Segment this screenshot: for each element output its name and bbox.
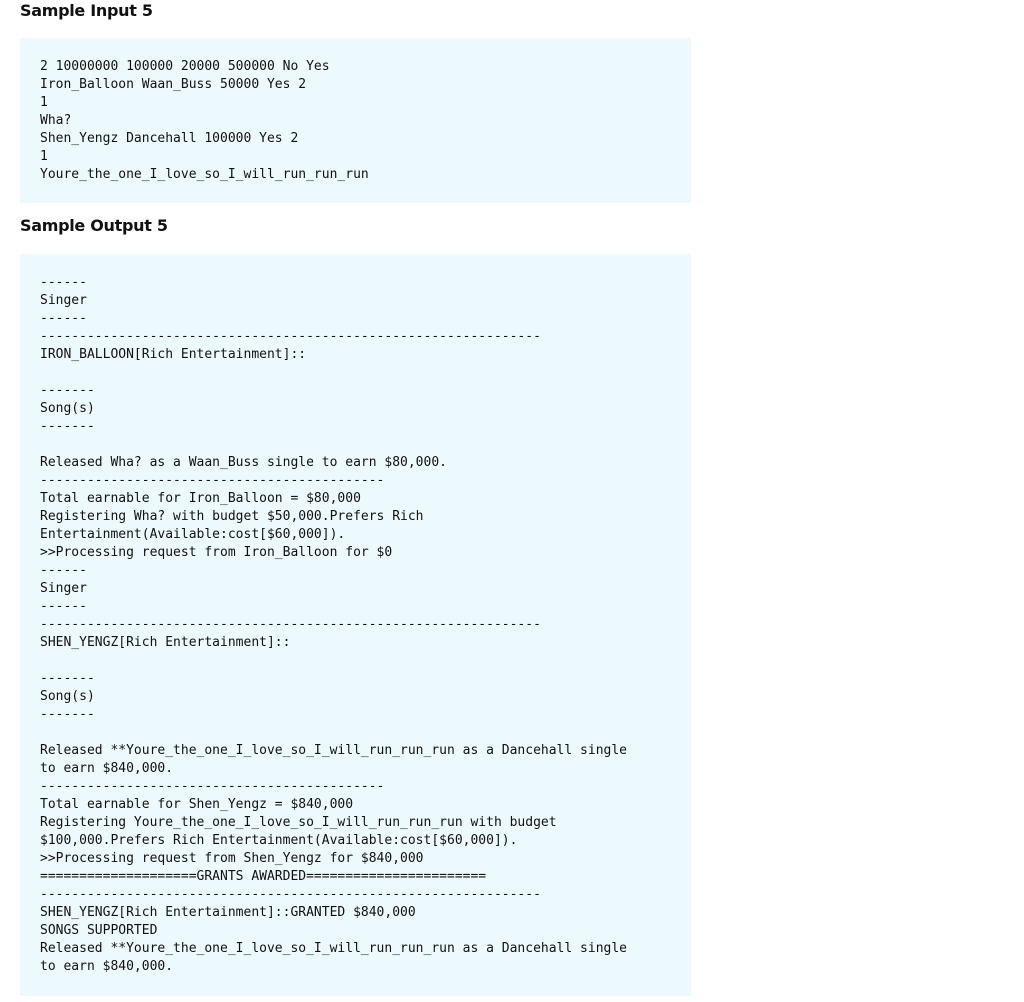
code-line: Wha?: [40, 113, 72, 128]
code-line: IRON_BALLOON[Rich Entertainment]::: [40, 347, 307, 362]
code-line: Singer: [40, 581, 87, 596]
code-line: Youre_the_one_I_love_so_I_will_run_run_run: [40, 167, 369, 182]
code-line: --------------------------------------------: [40, 779, 385, 794]
code-line: Entertainment(Available:cost[$60,000]).: [40, 527, 346, 542]
sample-input-code-block: [20, 38, 691, 203]
code-line: to earn $840,000.: [40, 959, 174, 974]
code-line: ----------------------------------------------------------------: [40, 887, 541, 902]
code-line: ----------------------------------------------------------------: [40, 617, 541, 632]
code-line: -------: [40, 383, 95, 398]
code-line: SHEN_YENGZ[Rich Entertainment]::: [40, 635, 291, 650]
code-line: Singer: [40, 293, 87, 308]
code-line: ====================GRANTS AWARDED=======================: [40, 869, 487, 884]
code-line: Released **Youre_the_one_I_love_so_I_will_run_run_run as a Dancehall single: [40, 941, 627, 956]
code-line: Total earnable for Iron_Balloon = $80,000: [40, 491, 361, 506]
code-line: Shen_Yengz Dancehall 100000 Yes 2: [40, 131, 299, 146]
code-line: SONGS SUPPORTED: [40, 923, 158, 938]
code-line: Registering Youre_the_one_I_love_so_I_will_run_run_run with budget: [40, 815, 557, 830]
code-line: 1: [40, 95, 48, 110]
code-line: Song(s): [40, 689, 95, 704]
code-line: SHEN_YENGZ[Rich Entertainment]::GRANTED $840,000: [40, 905, 416, 920]
sample-output-heading: Sample Output 5: [20, 216, 168, 235]
code-line: [40, 364, 681, 382]
code-line: Iron_Balloon Waan_Buss 50000 Yes 2: [40, 77, 307, 92]
code-line: >>Processing request from Iron_Balloon for $0: [40, 545, 393, 560]
code-line: ------: [40, 311, 87, 326]
code-line: [40, 724, 681, 742]
code-line: Registering Wha? with budget $50,000.Prefers Rich: [40, 509, 424, 524]
code-line: [40, 436, 681, 454]
code-line: Song(s): [40, 401, 95, 416]
code-line: Total earnable for Shen_Yengz = $840,000: [40, 797, 354, 812]
code-line: -------: [40, 707, 95, 722]
code-line: >>Processing request from Shen_Yengz for $840,000: [40, 851, 424, 866]
sample-input-heading: Sample Input 5: [20, 1, 153, 20]
code-line: 2 10000000 100000 20000 500000 No Yes: [40, 59, 330, 74]
code-line: Released **Youre_the_one_I_love_so_I_will_run_run_run as a Dancehall single: [40, 743, 627, 758]
code-line: -------: [40, 671, 95, 686]
code-line: ------: [40, 563, 87, 578]
code-line: 1: [40, 149, 48, 164]
code-line: -------: [40, 419, 95, 434]
code-line: ------: [40, 599, 87, 614]
code-line: ----------------------------------------------------------------: [40, 329, 541, 344]
code-line: $100,000.Prefers Rich Entertainment(Available:cost[$60,000]).: [40, 833, 518, 848]
code-line: Released Wha? as a Waan_Buss single to earn $80,000.: [40, 455, 447, 470]
code-line: to earn $840,000.: [40, 761, 174, 776]
code-line: [40, 652, 681, 670]
sample-output-code-block: [20, 254, 691, 996]
code-line: ------: [40, 275, 87, 290]
code-line: --------------------------------------------: [40, 473, 385, 488]
